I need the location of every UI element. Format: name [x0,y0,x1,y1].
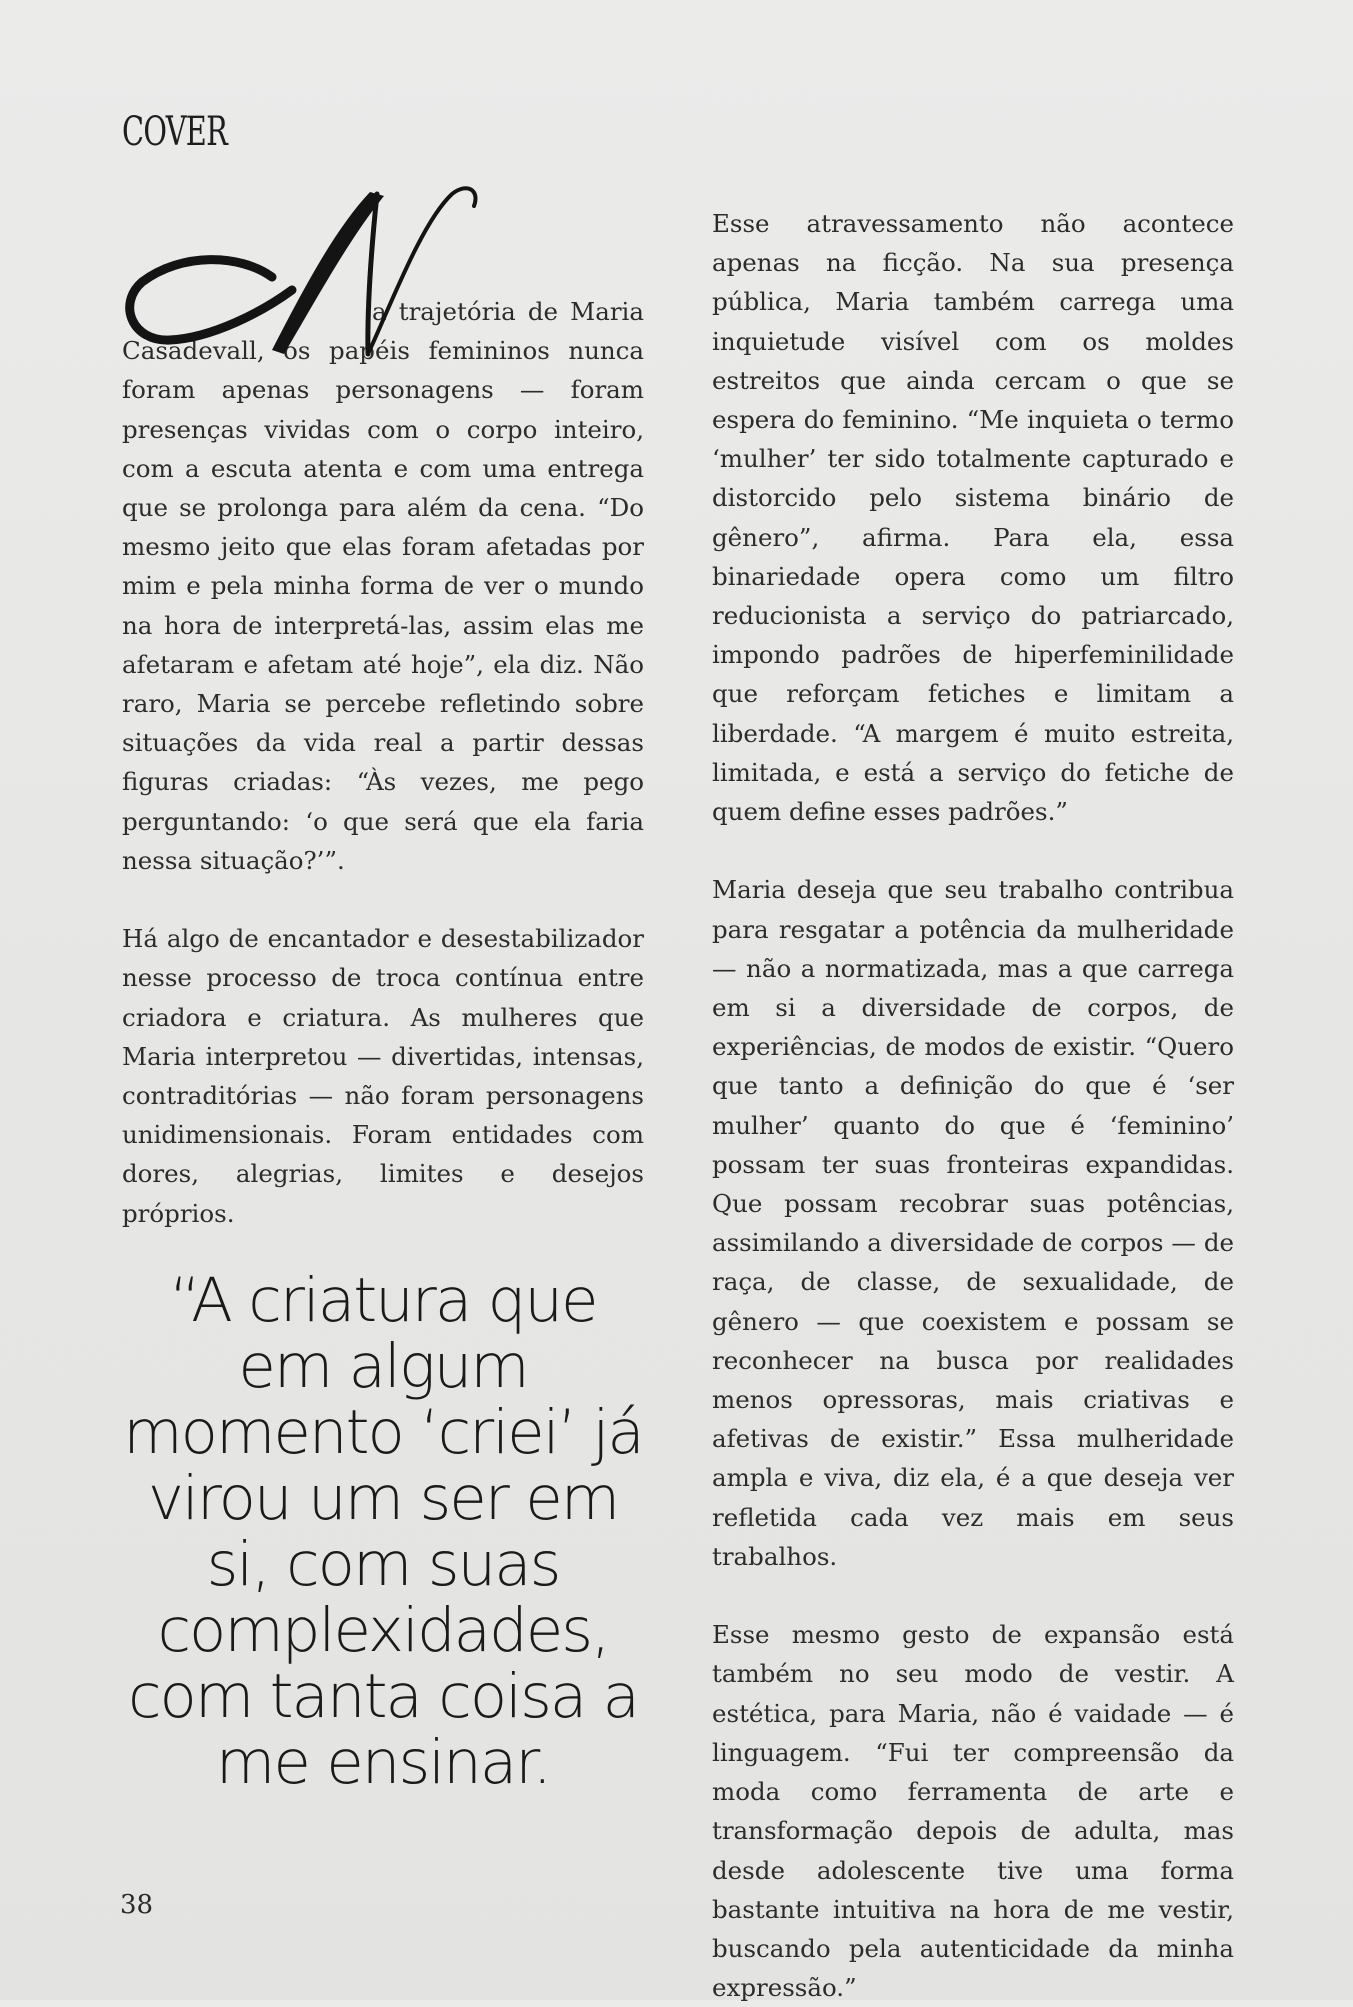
dropcap-letter [122,192,364,312]
left-paragraph-2: Há algo de encantador e desestabilizador nesse processo de troca contínua entre criadora e criatura. As mulheres que Maria interpretou — divertidas, intensas, contraditórias — não foram personagens unidimensionais. Foram entidades com dores, alegrias, limites e desejos próprios. [122,924,644,1228]
section-label: COVER [122,109,228,155]
left-paragraph-1: a trajetória de Maria Casadevall, os papéis femininos nunca foram apenas personagens — foram presenças vividas com o corpo inteiro, com a escuta atenta e com uma entrega que se prolonga para além da cena. “Do mesmo jeito que elas foram afetadas por mim e pela minha forma de ver o mundo na hora de interpretá-las, assim elas me afetaram e afetam até hoje”, ela diz. Não raro, Maria se percebe refletindo sobre situações da vida real a partir dessas figuras criadas: “Às vezes, me pego perguntando: ‘o que será que ela faria nessa situação?’”. [122,297,644,875]
dropcap-n-glyph [122,182,462,372]
left-column [122,292,644,1233]
right-paragraph-2: Maria deseja que seu trabalho contribua para resgatar a potência da mulheridade — não a normatizada, mas a que carrega em si a diversidade de corpos, de experiências, de modos de existir. “Quero que tanto a definição do que é ‘ser mulher’ quanto do que é ‘feminino’ possam ter suas fronteiras expandidas. Que possam recobrar suas potências, assimilando a diversidade de corpos — de raça, de classe, de sexualidade, de gênero — que coexistem e possam se reconhecer na busca por realidades menos opressoras, mais criativas e afetivas de existir.” Essa mulheridade ampla e viva, diz ela, é a que deseja ver refletida cada vez mais em seus trabalhos. [712,875,1234,1571]
pull-quote: “A criatura que em algum momento ‘criei’ já virou um ser em si, com suas complexidades, com tanta coisa a me ensinar. [123,1265,643,1798]
right-column [712,204,1234,2007]
page-number: 38 [120,1890,154,1920]
right-paragraph-3: Esse mesmo gesto de expansão está também no seu modo de vestir. A estética, para Maria, não é vaidade — é linguagem. “Fui ter compreensão da moda como ferramenta de arte e transformação depois de adulta, mas desde adolescente tive uma forma bastante intuitiva na hora de me vestir, buscando pela autenticidade da minha expressão.” [712,1620,1234,2003]
right-paragraph-1: Esse atravessamento não acontece apenas na ficção. Na sua presença pública, Maria também carrega uma inquietude visível com os moldes estreitos que ainda cercam o que se espera do feminino. “Me inquieta o termo ‘mulher’ ter sido totalmente capturado e distorcido pelo sistema binário de gênero”, afirma. Para ela, essa binariedade opera como um filtro reducionista a serviço do patriarcado, impondo padrões de hiperfeminilidade que reforçam fetiches e limitam a liberdade. “A margem é muito estreita, limitada, e está a serviço do fetiche de quem define esses padrões.” [712,209,1234,827]
